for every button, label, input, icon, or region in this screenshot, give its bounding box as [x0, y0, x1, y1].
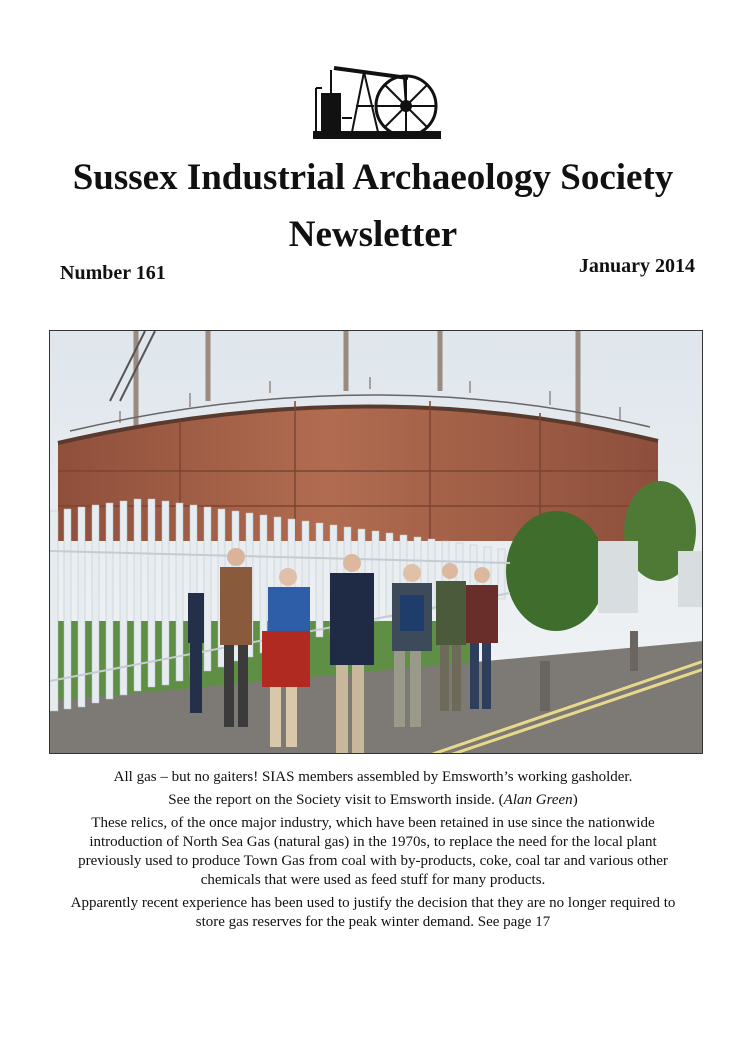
captions: [60, 768, 686, 936]
publication-title: Sussex Industrial Archaeology Society: [72, 157, 674, 198]
caption-line-2-text: See the report on the Society visit to Emsworth inside. (: [168, 792, 504, 808]
caption-line-2-close: ): [572, 792, 578, 808]
caption-paragraph-2: These relics, of the once major industry, which have been retained in use since the nationwide introduction of North Sea Gas (natural gas) in the 1970s, to replace the need for the local plant previously used to produce Town Gas from coal with by-products, coke, coal tar and various other chemicals that were used as feed stuff for many products.: [78, 815, 668, 888]
photo-credit: Alan Green: [503, 792, 573, 808]
caption-paragraph-3: Apparently recent experience has been used to justify the decision that they are no longer required to store gas reserves for the peak winter demand. See page 17: [70, 895, 676, 930]
caption-line-2: [60, 791, 686, 810]
cover-photo: [49, 330, 703, 754]
caption-line-1: All gas – but no gaiters! SIAS members assembled by Emsworth’s working gasholder.: [113, 769, 633, 785]
beam-engine-icon: [308, 58, 446, 142]
issue-number: Number 161: [60, 262, 166, 284]
issue-date: January 2014: [578, 255, 695, 277]
publication-subtitle: Newsletter: [288, 214, 458, 255]
